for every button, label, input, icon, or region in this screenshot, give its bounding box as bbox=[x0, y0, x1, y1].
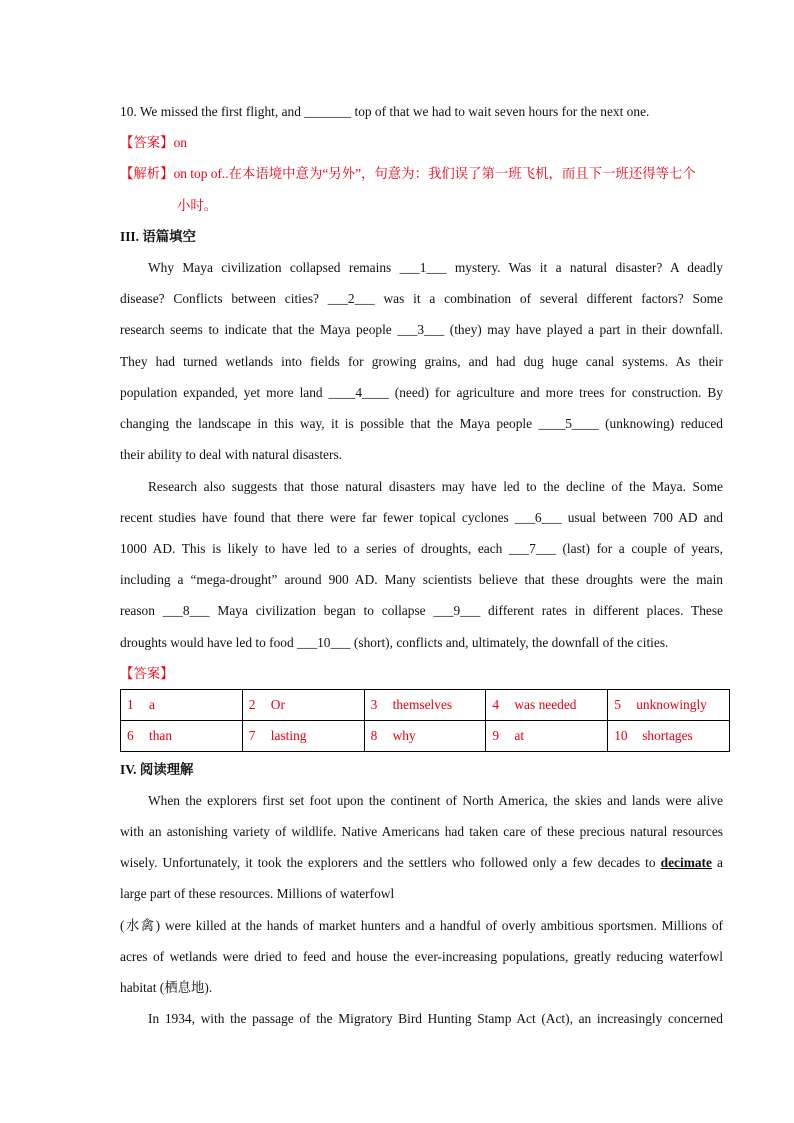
p1-line-2: disease? Conflicts between cities? ___2___ was it a combination of several different factors? Some bbox=[120, 291, 723, 306]
answer-cell: 4 was needed bbox=[486, 690, 608, 721]
p2-line-2: recent studies have found that there were far fewer topical cyclones ___6___ usual between 700 AD and bbox=[120, 510, 723, 525]
answer-cell: 1 a bbox=[121, 690, 243, 721]
answer-cell: 2 Or bbox=[242, 690, 364, 721]
p2-line-1: Research also suggests that those natural disasters may have led to the decline of the Maya. Some bbox=[148, 479, 723, 494]
answer-cell: 7 lasting bbox=[242, 721, 364, 752]
s4-p1-line-7: habitat (栖息地). bbox=[120, 980, 213, 995]
s4-p1-line-6: acres of wetlands were dried to feed and house the ever-increasing populations, greatly reducing waterfowl bbox=[120, 949, 723, 964]
analysis-text: on top of..在本语境中意为“另外”，句意为：我们误了第一班飞机，而且下一班还得等七个 bbox=[173, 166, 696, 181]
answer-cell: 9 at bbox=[486, 721, 608, 752]
analysis-line-2: 小时。 bbox=[177, 198, 218, 213]
p2-line-3: 1000 AD. This is likely to have led to a series of droughts, each ___7___ (last) for a couple of years, bbox=[120, 541, 723, 556]
answer-text: on bbox=[173, 135, 187, 150]
keyword-decimate: decimate bbox=[660, 855, 712, 870]
s4-p2-line-1: In 1934, with the passage of the Migratory Bird Hunting Stamp Act (Act), an increasingly concerned bbox=[148, 1011, 723, 1026]
p2-line-5: reason ___8___ Maya civilization began to collapse ___9___ different rates in different places. These bbox=[120, 603, 723, 618]
s4-p1-line-2: with an astonishing variety of wildlife. Native Americans had taken care of these precious natural resources bbox=[120, 824, 723, 839]
p1-line-3: research seems to indicate that the Maya people ___3___ (they) may have played a part in their downfall. bbox=[120, 322, 723, 337]
question-10: 10. We missed the first flight, and _______ top of that we had to wait seven hours for the next one. bbox=[120, 104, 650, 119]
section-4-heading: IV. 阅读理解 bbox=[120, 762, 194, 777]
s4-p1-line-1: When the explorers first set foot upon the continent of North America, the skies and lands were alive bbox=[148, 793, 723, 808]
p1-line-4: They had turned wetlands into fields for growing grains, and had dug huge canal systems. As their bbox=[120, 354, 723, 369]
p1-line-5: population expanded, yet more land ____4____ (need) for agriculture and more trees for construction. By bbox=[120, 385, 723, 400]
answer-tag: 【答案】 bbox=[120, 135, 174, 150]
answer-cell: 5 unknowingly bbox=[608, 690, 730, 721]
section-3-heading: III. 语篇填空 bbox=[120, 229, 196, 244]
answer-line bbox=[120, 135, 187, 151]
analysis-tag: 【解析】 bbox=[120, 166, 174, 181]
p1-line-7: their ability to deal with natural disasters. bbox=[120, 447, 343, 462]
p2-line-6: droughts would have led to food ___10___ (short), conflicts and, ultimately, the downfall of the cities. bbox=[120, 635, 669, 650]
section-3-answer-tag: 【答案】 bbox=[120, 666, 174, 681]
answer-cell: 10 shortages bbox=[608, 721, 730, 752]
answer-cell: 3 themselves bbox=[364, 690, 486, 721]
s4-p1-line-4: large part of these resources. Millions of waterfowl bbox=[120, 886, 395, 901]
p1-line-1: Why Maya civilization collapsed remains ___1___ mystery. Was it a natural disaster? A deadly bbox=[148, 260, 723, 275]
analysis-line-1 bbox=[120, 166, 696, 182]
p1-line-6: changing the landscape in this way, it is possible that the Maya people ____5____ (unknowing) reduced bbox=[120, 416, 723, 431]
table-row bbox=[121, 721, 730, 752]
answer-cell: 8 why bbox=[364, 721, 486, 752]
p2-line-4: including a “mega-drought” around 900 AD. Many scientists believe that these droughts were the main bbox=[120, 572, 723, 587]
answer-table bbox=[120, 689, 730, 752]
s4-p1-line-5: (水禽) were killed at the hands of market hunters and a handful of overly ambitious sportsmen. Millions of bbox=[120, 918, 723, 933]
answer-cell: 6 than bbox=[121, 721, 243, 752]
s4-p1-line-3: wisely. Unfortunately, it took the explorers and the settlers who followed only a few decades to decimate a bbox=[120, 855, 723, 870]
table-row bbox=[121, 690, 730, 721]
